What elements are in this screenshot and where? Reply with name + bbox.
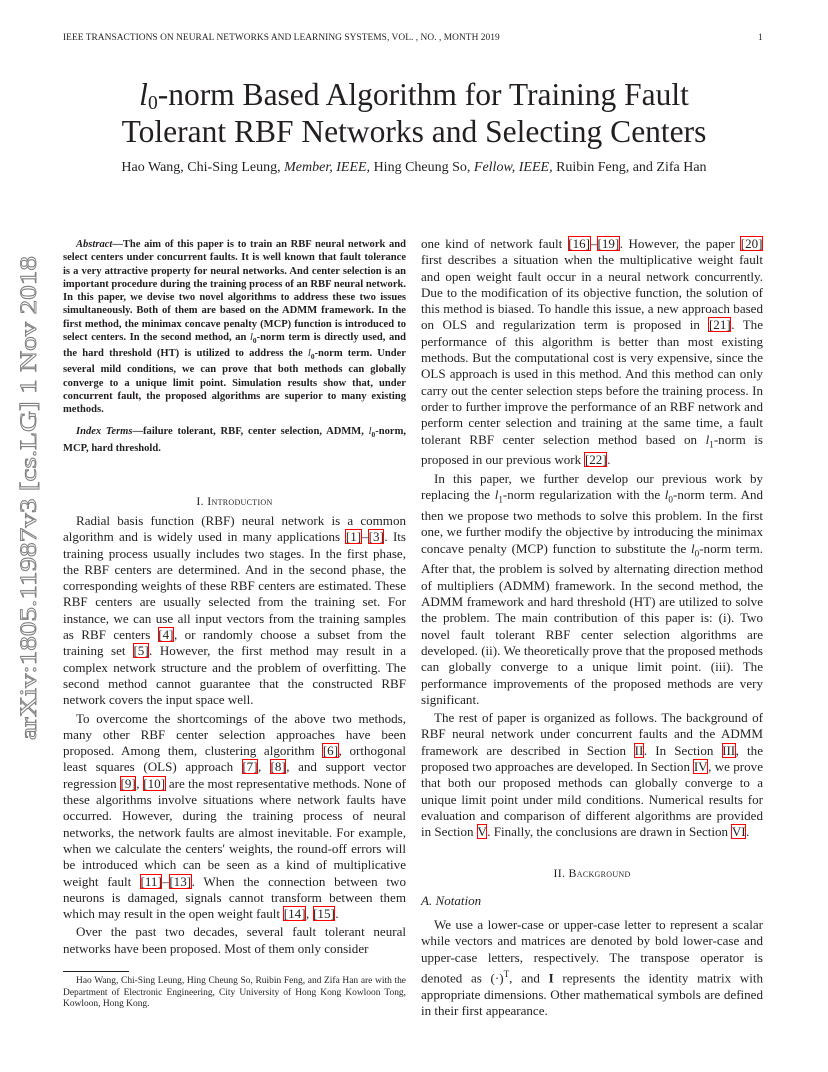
page-number: 1	[758, 33, 763, 43]
citation-link[interactable]: [15]	[313, 906, 335, 922]
citation-link[interactable]: [4]	[158, 627, 174, 643]
paragraph: Radial basis function (RBF) neural network is a common algorithm and is widely used in many applications [1]–[3]. Its training process usually includes two stages. In the first phase, the RBF centers are determined. And in the second phase, the corresponding weights of these RBF centers are estimated. These RBF centers are usually selected from the training set. For instance, we can use all input vectors from the training samples as RBF centers [4], or randomly choose a subset from the training set [5]. However, the first method may result in a complex network structure and the problem of overfitting. The second method cannot guarantee that the constructed RBF network covers the input space well.	[63, 513, 406, 708]
section-link[interactable]: VI	[731, 824, 746, 840]
citation-link[interactable]: [21]	[708, 317, 731, 333]
paragraph: Over the past two decades, several fault tolerant neural networks have been proposed. Most of them only consider	[63, 924, 406, 956]
citation-link[interactable]: [10]	[143, 775, 166, 791]
section-link[interactable]: II	[634, 742, 644, 758]
citation-link[interactable]: [3]	[368, 529, 384, 545]
paragraph: In this paper, we further develop our previous work by replacing the $l_1$-norm regularization with the $l_0$-norm term. And then we propose two methods to solve this problem. In the first one, we further modify the objective by introducing the minimax concave penalty (MCP) function to substitute the $l_0$-norm term. After that, the problem is solved by alternating direction method of multipliers (ADMM) framework. In the second method, the ADMM framework and hard threshold (HT) are utilized to solve the problem. The main contribution of this paper is: (i). Two novel fault tolerant RBF center selection algorithms are developed. (ii). We theoretically prove that the proposed methods can globally converge to a unique limit point. (iii). The performance improvements of the proposed methods are very significant.	[421, 470, 764, 707]
citation-link[interactable]: [20]	[740, 236, 763, 251]
section-link[interactable]: V	[477, 824, 487, 840]
paper-title	[40, 76, 788, 150]
paragraph: The rest of paper is organized as follows. The background of RBF neural network under concurrent faults and the ADMM framework are described in Section II. In Section III, the proposed two approaches are developed. In Section IV, we prove that both our proposed methods can globally converge to a unique limit point under mild conditions. Numerical results for evaluation and comparison of different algorithms are provided in Section V. Finally, the conclusions are drawn in Section VI.	[421, 710, 763, 840]
citation-link[interactable]: [6]	[322, 743, 339, 759]
citation-link[interactable]: [14]	[283, 906, 306, 922]
section-link[interactable]: IV	[693, 759, 708, 775]
citation-link[interactable]: [11]	[140, 873, 162, 889]
citation-link[interactable]: [13]	[169, 873, 192, 889]
section-heading-introduction: I. Introduction	[196, 494, 273, 508]
citation-link[interactable]: [19]	[597, 236, 620, 251]
citation-link[interactable]: [1]	[345, 529, 362, 545]
paragraph: To overcome the shortcomings of the above two methods, many other RBF center selection approaches have been proposed. Among them, clustering algorithm [6], orthogonal least squares (OLS) approach [7], [8], and support vector regression [9], [10] are the most representative methods. None of these algorithms involve situations where network faults have occurred. However, during the training process of neural networks, the network faults are almost inevitable. For example, when we calculate the centers' weights, the round-off errors will be introduced which can be seen as a kind of multiplicative weight fault [11]–[13]. When the connection between two neurons is damaged, signals cannot transform between them which may result in the open weight fault [14], [15].	[63, 710, 407, 922]
citation-link[interactable]: [7]	[242, 759, 258, 775]
arxiv-id: arXiv:1805.11987v3 [cs.LG] 1 Nov 2018	[16, 352, 42, 740]
citation-link[interactable]: [5]	[133, 643, 149, 659]
section-heading-background: II. Background	[553, 866, 631, 880]
subsection-heading-notation: A. Notation	[421, 893, 482, 908]
running-header: IEEE TRANSACTIONS ON NEURAL NETWORKS AND LEARNING SYSTEMS, VOL. , NO. , MONTH 2019	[63, 33, 500, 43]
footnote-rule	[63, 971, 129, 972]
arxiv-sidebar-stamp	[9, 254, 45, 740]
paragraph: one kind of network fault [16]–[19]. However, the paper [20] first describes a situation when the multiplicative weight fault and open weight fault occur in a neural network concurrently. Due to the modification of its objective function, the solution of this method is biased. To handle this issue, a new approach based on OLS and regularization term is proposed in [21]. The performance of this algorithm is better than most existing methods. But the computational cost is very expensive, since the OLS approach is used in this method. And this method can only carry out the center selection steps before the training process. In order to further improve the performance of an RBF network and perform center selection and training at the same time, a fault tolerant RBF center selection method based on $l_1$-norm is proposed in our previous work [22].	[421, 236, 763, 468]
section-link[interactable]: III	[722, 742, 736, 758]
title-line-2: Tolerant RBF Networks and Selecting Centers	[121, 114, 707, 149]
citation-link[interactable]: [9]	[120, 775, 136, 791]
citation-link[interactable]: [8]	[270, 759, 286, 775]
citation-link[interactable]: [22]	[584, 452, 607, 468]
citation-link[interactable]: [16]	[568, 236, 590, 251]
author-list: Hao Wang, Chi-Sing Leung, Member, IEEE, Hing Cheung So, Fellow, IEEE, Ruibin Feng, and Zifa Han	[121, 160, 707, 175]
footnote: Hao Wang, Chi-Sing Leung, Hing Cheung So, Ruibin Feng, and Zifa Han are with the Department of Electronic Engineering, City University of Hong Kong Kowloon Tong, Kowloon, Hong Kong.	[63, 976, 406, 1010]
right-column-body	[421, 236, 763, 841]
notation-paragraph: We use a lower-case or upper-case letter to represent a scalar while vectors and matrices are denoted by bold lower-case and upper-case letters, respectively. The transpose operator is denoted as $(\cdot)^T$, and I represents the identity matrix with appropriate dimensions. Other mathematical symbols are defined in their first appearance.	[421, 917, 764, 1018]
left-column-body	[63, 513, 406, 957]
abstract: Abstract—The aim of this paper is to train an RBF neural network and select centers under concurrent faults. It is well known that fault tolerance is a very attractive property for neural networks. And center selection is an important procedure during the training process of an RBF neural network. In this paper, we devise two novel algorithms to address these two issues simultaneously. Both of them are based on the ADMM framework. In the first method, the minimax concave penalty (MCP) function is introduced to select centers. In the second method, an $l_0$-norm term is directly used, and the hard threshold (HT) is utilized to address the $l_0$-norm term. Under several mild conditions, we can prove that both methods can globally converge to a unique limit point. Simulation results show that, under concurrent fault, the proposed algorithms are superior to many existing methods. Index Terms—failure tolerant, RBF, center selection, ADMM, $l_0$-norm, MCP, hard threshold.	[63, 239, 406, 454]
title-line-1: $l_0$-norm Based Algorithm for Training Fault	[139, 77, 689, 114]
